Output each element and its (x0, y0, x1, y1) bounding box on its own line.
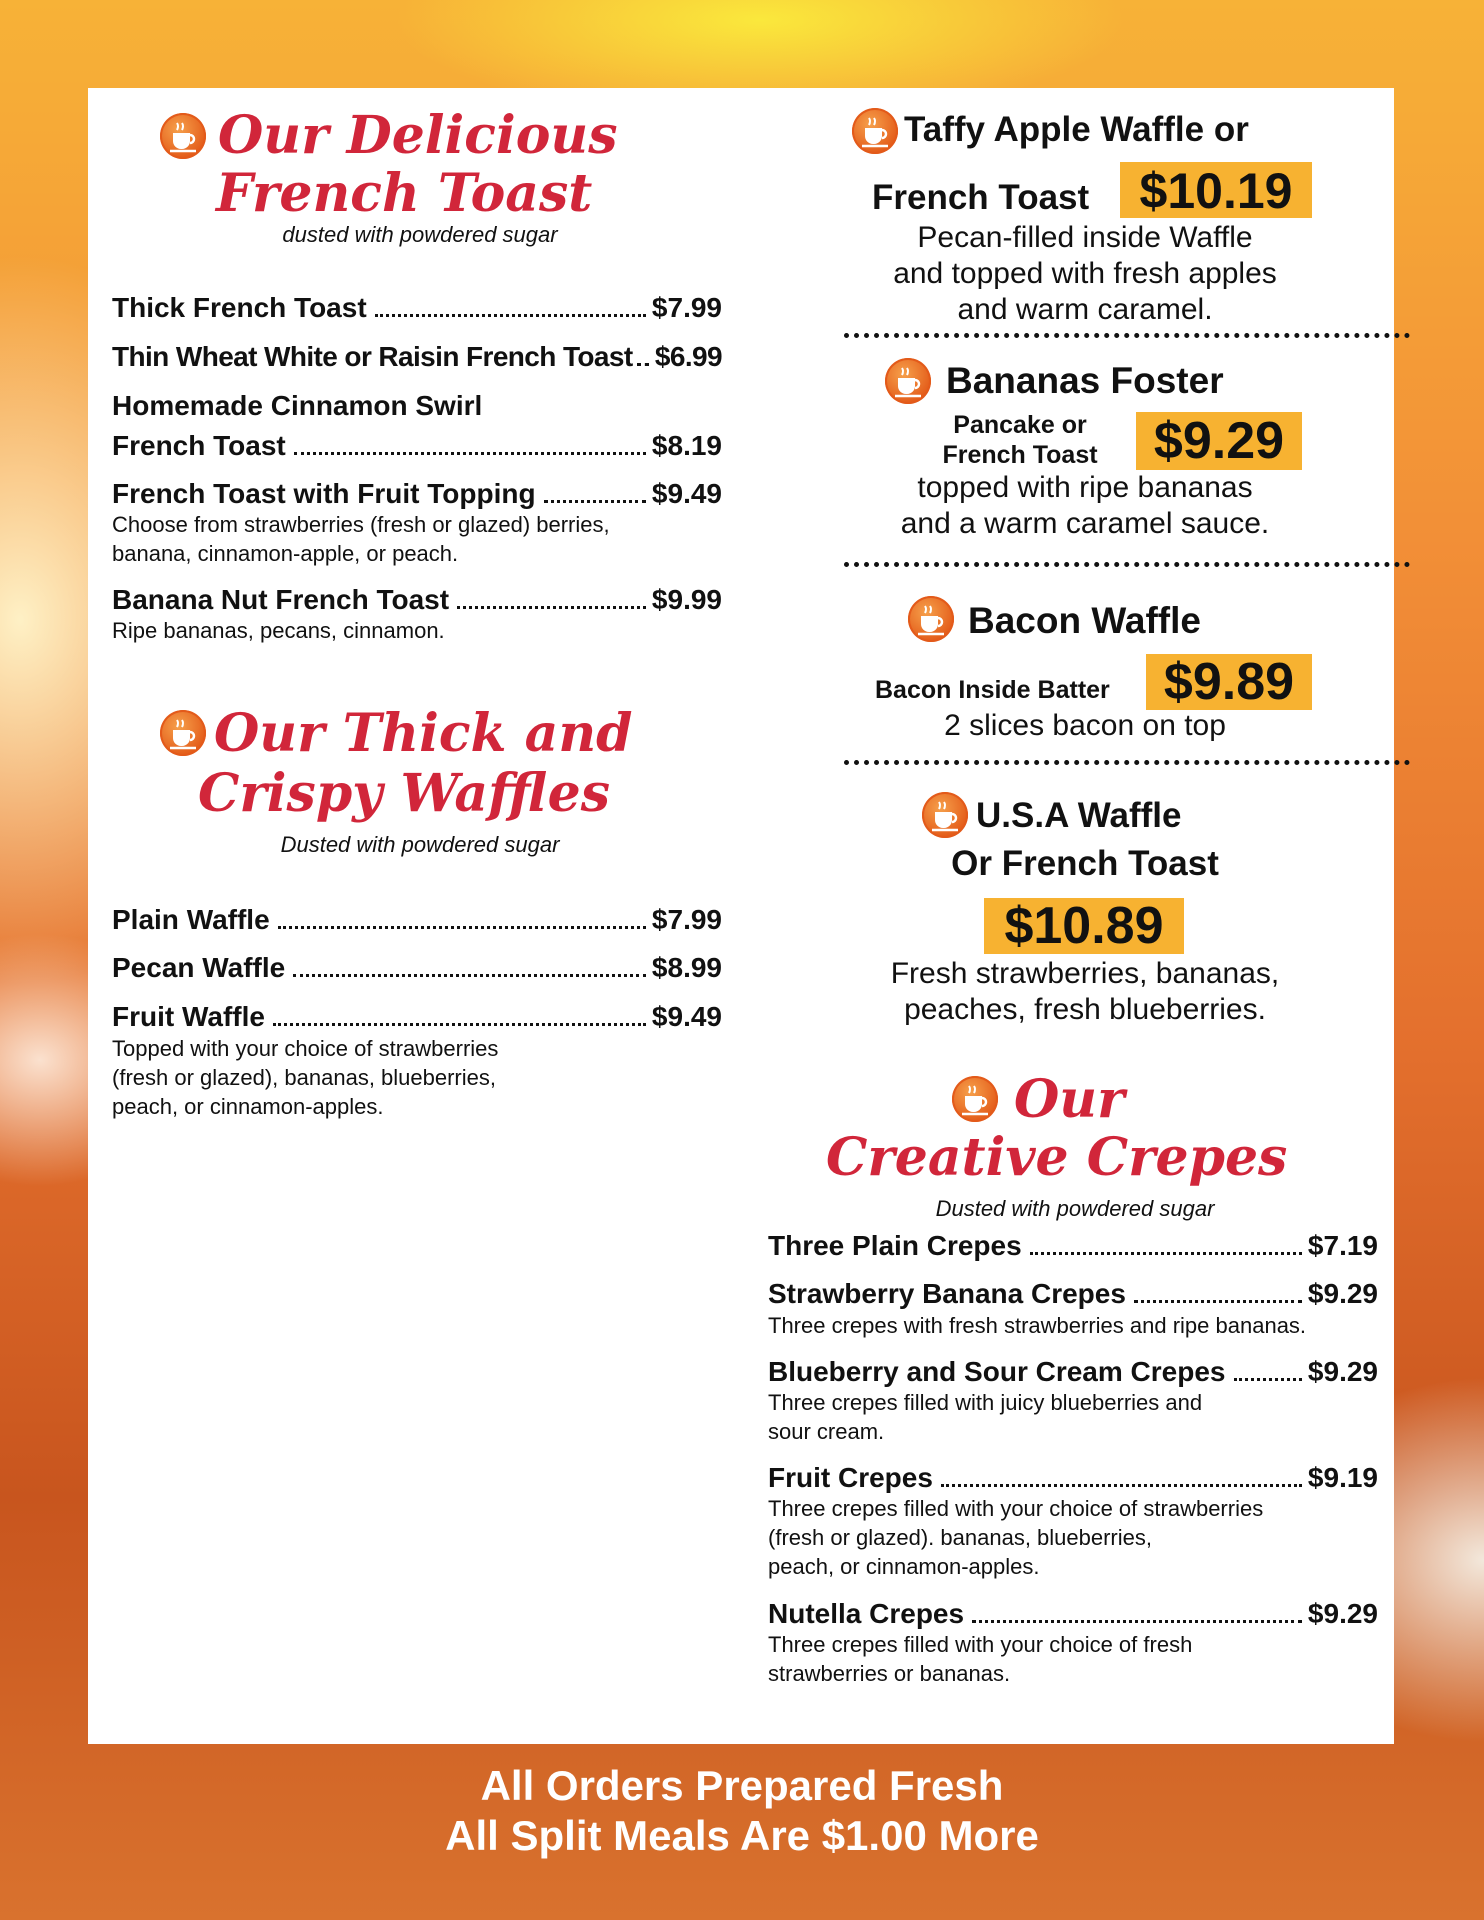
item-price: $9.99 (651, 584, 722, 615)
menu-item-cinnamon-swirl-line1: Homemade Cinnamon Swirl (112, 390, 483, 421)
french-toast-title-line2: French Toast (216, 163, 593, 224)
bananas-foster-sub: Pancake or French Toast (942, 411, 1098, 469)
item-description: Three crepes with fresh strawberries and ripe bananas. (768, 1313, 1307, 1338)
taffy-title-line1: Taffy Apple Waffle or (904, 110, 1249, 149)
item-description: Three crepes filled with your choice of strawberries (fresh or glazed). bananas, blueberries, peach, or cinnamon-apples. (768, 1496, 1264, 1579)
item-description: Three crepes filled with your choice of fresh strawberries or bananas. (768, 1632, 1193, 1686)
crepes-subtitle: Dusted with powdered sugar (935, 1196, 1215, 1221)
waffles-title-line2: Crispy Waffles (198, 763, 611, 824)
item-price: $9.29 (1307, 1356, 1378, 1387)
item-price: $7.99 (651, 292, 722, 323)
crepes-title-line2: Creative Crepes (826, 1127, 1288, 1188)
menu-item-nutella-crepes (768, 1598, 1378, 1630)
menu-item-fruit-waffle (112, 1001, 722, 1033)
item-description: Ripe bananas, pecans, cinnamon. (112, 618, 445, 643)
usa-title-line2: Or French Toast (951, 844, 1219, 883)
item-name: French Toast with Fruit Topping (112, 478, 536, 509)
coffee-cup-icon (885, 358, 931, 404)
coffee-cup-icon (160, 113, 206, 159)
waffles-title-line1: Our Thick and (214, 703, 633, 764)
section-divider (844, 333, 1410, 338)
menu-item-fruit-crepes (768, 1462, 1378, 1494)
menu-item-thin-french-toast (112, 341, 722, 373)
menu-item-strawberry-banana-crepes (768, 1278, 1378, 1310)
item-price: $9.19 (1307, 1462, 1378, 1493)
waffles-subtitle: Dusted with powdered sugar (280, 832, 560, 857)
coffee-cup-icon (852, 108, 898, 154)
section-divider (844, 760, 1410, 765)
bacon-waffle-price-badge: $9.89 (1146, 654, 1312, 710)
item-price: $9.29 (1307, 1598, 1378, 1629)
item-price: $7.19 (1307, 1230, 1378, 1261)
taffy-price-badge: $10.19 (1120, 162, 1312, 218)
item-name: Pecan Waffle (112, 952, 286, 983)
bacon-waffle-description: 2 slices bacon on top (944, 709, 1226, 742)
item-name: Three Plain Crepes (768, 1230, 1022, 1261)
coffee-cup-icon (922, 792, 968, 838)
menu-item-plain-waffle (112, 904, 722, 936)
bananas-foster-description: topped with ripe bananas and a warm caramel sauce. (900, 471, 1270, 540)
usa-price-badge: $10.89 (984, 898, 1184, 954)
menu-item-blueberry-sour-cream-crepes (768, 1356, 1378, 1388)
item-price: $7.99 (651, 904, 722, 935)
item-name: Blueberry and Sour Cream Crepes (768, 1356, 1226, 1387)
menu-item-thick-french-toast (112, 292, 722, 324)
item-name: French Toast (112, 430, 286, 461)
item-price: $9.49 (651, 1001, 722, 1032)
item-name: Fruit Waffle (112, 1001, 265, 1032)
taffy-title-line2: French Toast (872, 178, 1090, 217)
bacon-waffle-sub: Bacon Inside Batter (875, 676, 1110, 704)
menu-item-cinnamon-swirl (112, 430, 722, 462)
menu-item-banana-nut (112, 584, 722, 616)
item-price: $8.99 (651, 952, 722, 983)
menu-item-pecan-waffle (112, 952, 722, 984)
coffee-cup-icon (160, 710, 206, 756)
crepes-title-line1: Our (1014, 1069, 1125, 1130)
item-description: Choose from strawberries (fresh or glazed) berries, banana, cinnamon-apple, or peach. (112, 512, 610, 566)
item-price: $9.49 (651, 478, 722, 509)
item-description: Topped with your choice of strawberries (fresh or glazed), bananas, blueberries, peach, or cinnamon-apples. (112, 1036, 499, 1119)
item-description: Three crepes filled with juicy blueberries and sour cream. (768, 1390, 1203, 1444)
item-price: $6.99 (654, 341, 722, 372)
item-name: Thick French Toast (112, 292, 367, 323)
taffy-description: Pecan-filled inside Waffle and topped with fresh apples and warm caramel. (893, 221, 1277, 326)
item-name: Banana Nut French Toast (112, 584, 450, 615)
item-name: Plain Waffle (112, 904, 270, 935)
bacon-waffle-title: Bacon Waffle (968, 600, 1201, 641)
item-name: Strawberry Banana Crepes (768, 1278, 1126, 1309)
footer-line2: All Split Meals Are $1.00 More (445, 1812, 1039, 1859)
french-toast-subtitle: dusted with powdered sugar (282, 222, 558, 247)
menu-item-three-plain-crepes (768, 1230, 1378, 1262)
coffee-cup-icon (952, 1076, 998, 1122)
section-divider (844, 562, 1410, 567)
item-price: $9.29 (1307, 1278, 1378, 1309)
menu-item-fruit-topping (112, 478, 722, 510)
usa-description: Fresh strawberries, bananas, peaches, fresh blueberries. (890, 957, 1280, 1026)
item-name: Fruit Crepes (768, 1462, 933, 1493)
french-toast-title-line1: Our Delicious (218, 105, 618, 166)
bananas-foster-price-badge: $9.29 (1136, 412, 1302, 470)
item-name: Nutella Crepes (768, 1598, 965, 1629)
usa-title-line1: U.S.A Waffle (976, 796, 1182, 835)
bananas-foster-title: Bananas Foster (946, 360, 1224, 401)
item-price: $8.19 (651, 430, 722, 461)
item-name: Thin Wheat White or Raisin French Toast (112, 341, 633, 372)
footer-line1: All Orders Prepared Fresh (480, 1762, 1004, 1809)
coffee-cup-icon (908, 596, 954, 642)
